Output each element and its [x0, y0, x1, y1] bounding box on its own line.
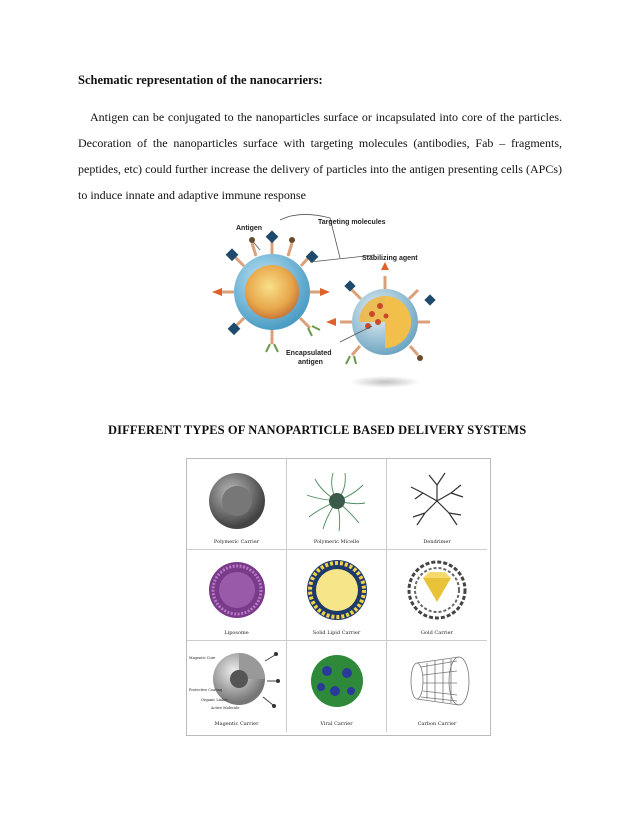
- delivery-systems-grid: [186, 458, 491, 736]
- body-paragraph: [78, 104, 562, 208]
- paragraph-text: Antigen can be conjugated to the nanoparticles surface or incapsulated into core of the particles. Decoration of the nanoparticles surface with targeting molecules (antibodies, Fab – fragments, peptides, etc) could further increase the delivery of particles into the antigen presenting cells (APCs) to induce innate and adaptive immune response: [78, 110, 562, 202]
- cell-polymeric-carrier: [187, 459, 287, 550]
- label-magnetic-core: Magentic Core: [189, 656, 216, 660]
- cell-dendrimer: [387, 459, 487, 550]
- polymeric-micelle-illustration: [287, 459, 387, 539]
- encapsulating-particle: [326, 262, 436, 388]
- caption: Magentic Carrier: [214, 721, 259, 727]
- label-encapsulated: Encapsulated: [286, 350, 332, 357]
- nanocarrier-schematic: [200, 210, 440, 400]
- caption: Liposome: [224, 630, 249, 636]
- cell-viral-carrier: [287, 641, 387, 732]
- cell-carbon-carrier: [387, 641, 487, 732]
- section-heading: Schematic representation of the nanocarriers:: [78, 73, 323, 87]
- label-organic-linker: Organic Linker: [201, 698, 228, 702]
- dendrimer-illustration: [387, 459, 487, 539]
- section-title: DIFFERENT TYPES OF NANOPARTICLE BASED DELIVERY SYSTEMS: [108, 423, 527, 437]
- solid-lipid-carrier-illustration: [287, 550, 387, 630]
- cell-solid-lipid-carrier: [287, 550, 387, 641]
- cell-gold-carrier: [387, 550, 487, 641]
- label-encapsulated-antigen: antigen: [298, 359, 323, 366]
- caption: Polymeric Carrier: [213, 539, 260, 545]
- cell-polymeric-micelle: [287, 459, 387, 550]
- gold-carrier-illustration: [387, 550, 487, 630]
- surface-particle: [212, 230, 330, 352]
- magnetic-carrier-illustration: [187, 641, 287, 721]
- caption: Viral Carrier: [320, 721, 353, 727]
- label-stabilizing: Stabilizing agent: [362, 255, 418, 262]
- caption: Polymeric Micelle: [313, 539, 360, 545]
- label-protective-coating: Protective Coating: [189, 688, 223, 692]
- liposome-illustration: [187, 550, 287, 630]
- polymeric-carrier-illustration: [187, 459, 287, 539]
- label-active-molecule: Active Molecule: [211, 706, 240, 710]
- label-antigen: Antigen: [236, 225, 263, 232]
- caption: Dendrimer: [423, 539, 451, 545]
- viral-carrier-illustration: [287, 641, 387, 721]
- carbon-carrier-illustration: [387, 641, 487, 721]
- cell-magnetic-carrier: [187, 641, 287, 732]
- caption: Gold Carrier: [421, 630, 453, 636]
- caption: Solid Lipid Carrier: [312, 630, 361, 636]
- cell-liposome: [187, 550, 287, 641]
- caption: Carbon Carrier: [417, 721, 457, 727]
- label-targeting: Targeting molecules: [318, 219, 386, 226]
